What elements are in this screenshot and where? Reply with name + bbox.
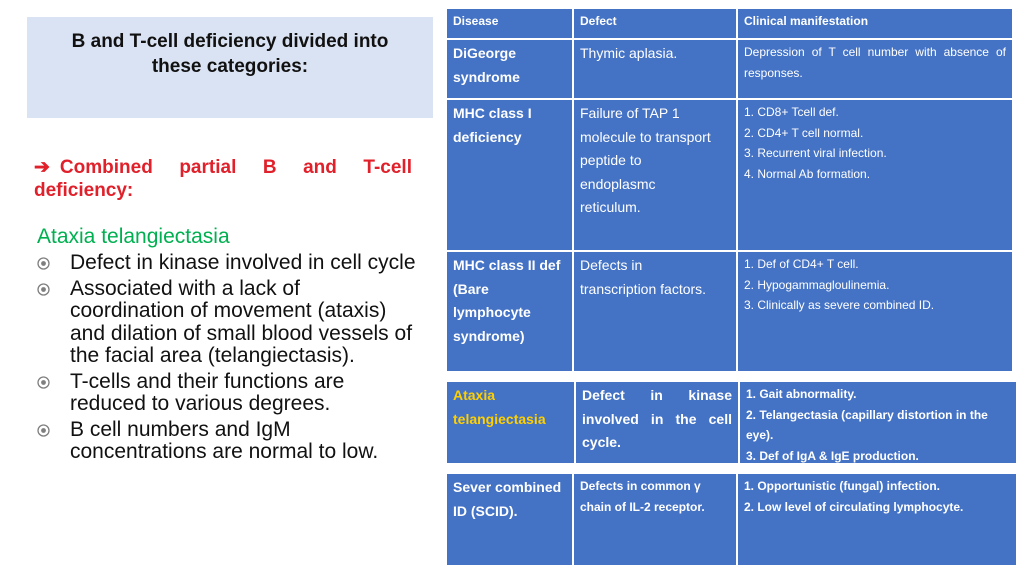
bullet-item (37, 419, 417, 464)
bullet-list (37, 252, 417, 467)
table-cell-defect: Failure of TAP 1 molecule to transport peptide to endoplasmc reticulum. (574, 100, 736, 250)
bullet-text: Defect in kinase involved in cell cycle (70, 251, 416, 274)
target-bullet-icon (37, 257, 50, 270)
table-cell-manifestation: Depression of T cell number with absence of responses. (738, 40, 1012, 98)
header-defect: Defect (574, 9, 736, 38)
title-box (27, 17, 433, 118)
slide-title: B and T-cell deficiency divided into these categories: (71, 31, 389, 77)
table-cell-defect: Defects in transcription factors. (574, 252, 736, 371)
bullet-text: Associated with a lack of coordination of movement (ataxis) and dilation of small blood vessels of the facial area (telangiectasis). (70, 276, 413, 367)
target-bullet-icon (37, 424, 50, 437)
table-cell-disease: DiGeorge syndrome (447, 40, 572, 98)
subheading-text: Combined partial B and T-cell deficiency: (34, 157, 412, 201)
table-cell-defect: Thymic aplasia. (574, 40, 736, 98)
ataxia-defect-cell: Defect in kinase involved in the cell cycle. (576, 382, 738, 463)
header-manifestation: Clinical manifestation (738, 9, 1012, 38)
table-cell-disease: MHC class II def (Bare lymphocyte syndrome) (447, 252, 572, 371)
table-cell-disease: MHC class I deficiency (447, 100, 572, 250)
bullet-item (37, 278, 417, 368)
bullet-text: T-cells and their functions are reduced to various degrees. (70, 369, 345, 415)
header-disease: Disease (447, 9, 572, 38)
right-arrow-icon: ➔ (34, 157, 50, 178)
table-cell-manifestation: 1. CD8+ Tcell def. 2. CD4+ T cell normal. 3. Recurrent viral infection. 4. Normal Ab formation. (738, 100, 1012, 250)
scid-defect-cell: Defects in common γ chain of IL-2 receptor. (574, 474, 736, 565)
ataxia-manifestation-cell: 1. Gait abnormality. 2. Telangectasia (capillary distortion in the eye). 3. Def of IgA & IgE production. (740, 382, 1016, 463)
bullet-item (37, 252, 417, 275)
ataxia-disease-cell: Ataxia telangiectasia (447, 382, 574, 463)
scid-disease-cell: Sever combined ID (SCID). (447, 474, 572, 565)
target-bullet-icon (37, 376, 50, 389)
bullet-item (37, 371, 417, 416)
scid-manifestation-cell: 1. Opportunistic (fungal) infection. 2. Low level of circulating lymphocyte. (738, 474, 1016, 565)
table-cell-manifestation: 1. Def of CD4+ T cell. 2. Hypogammagloulinemia. 3. Clinically as severe combined ID. (738, 252, 1012, 371)
ataxia-heading: Ataxia telangiectasia (37, 225, 230, 248)
subheading (34, 156, 412, 202)
bullet-text: B cell numbers and IgM concentrations are normal to low. (70, 417, 379, 463)
target-bullet-icon (37, 283, 50, 296)
